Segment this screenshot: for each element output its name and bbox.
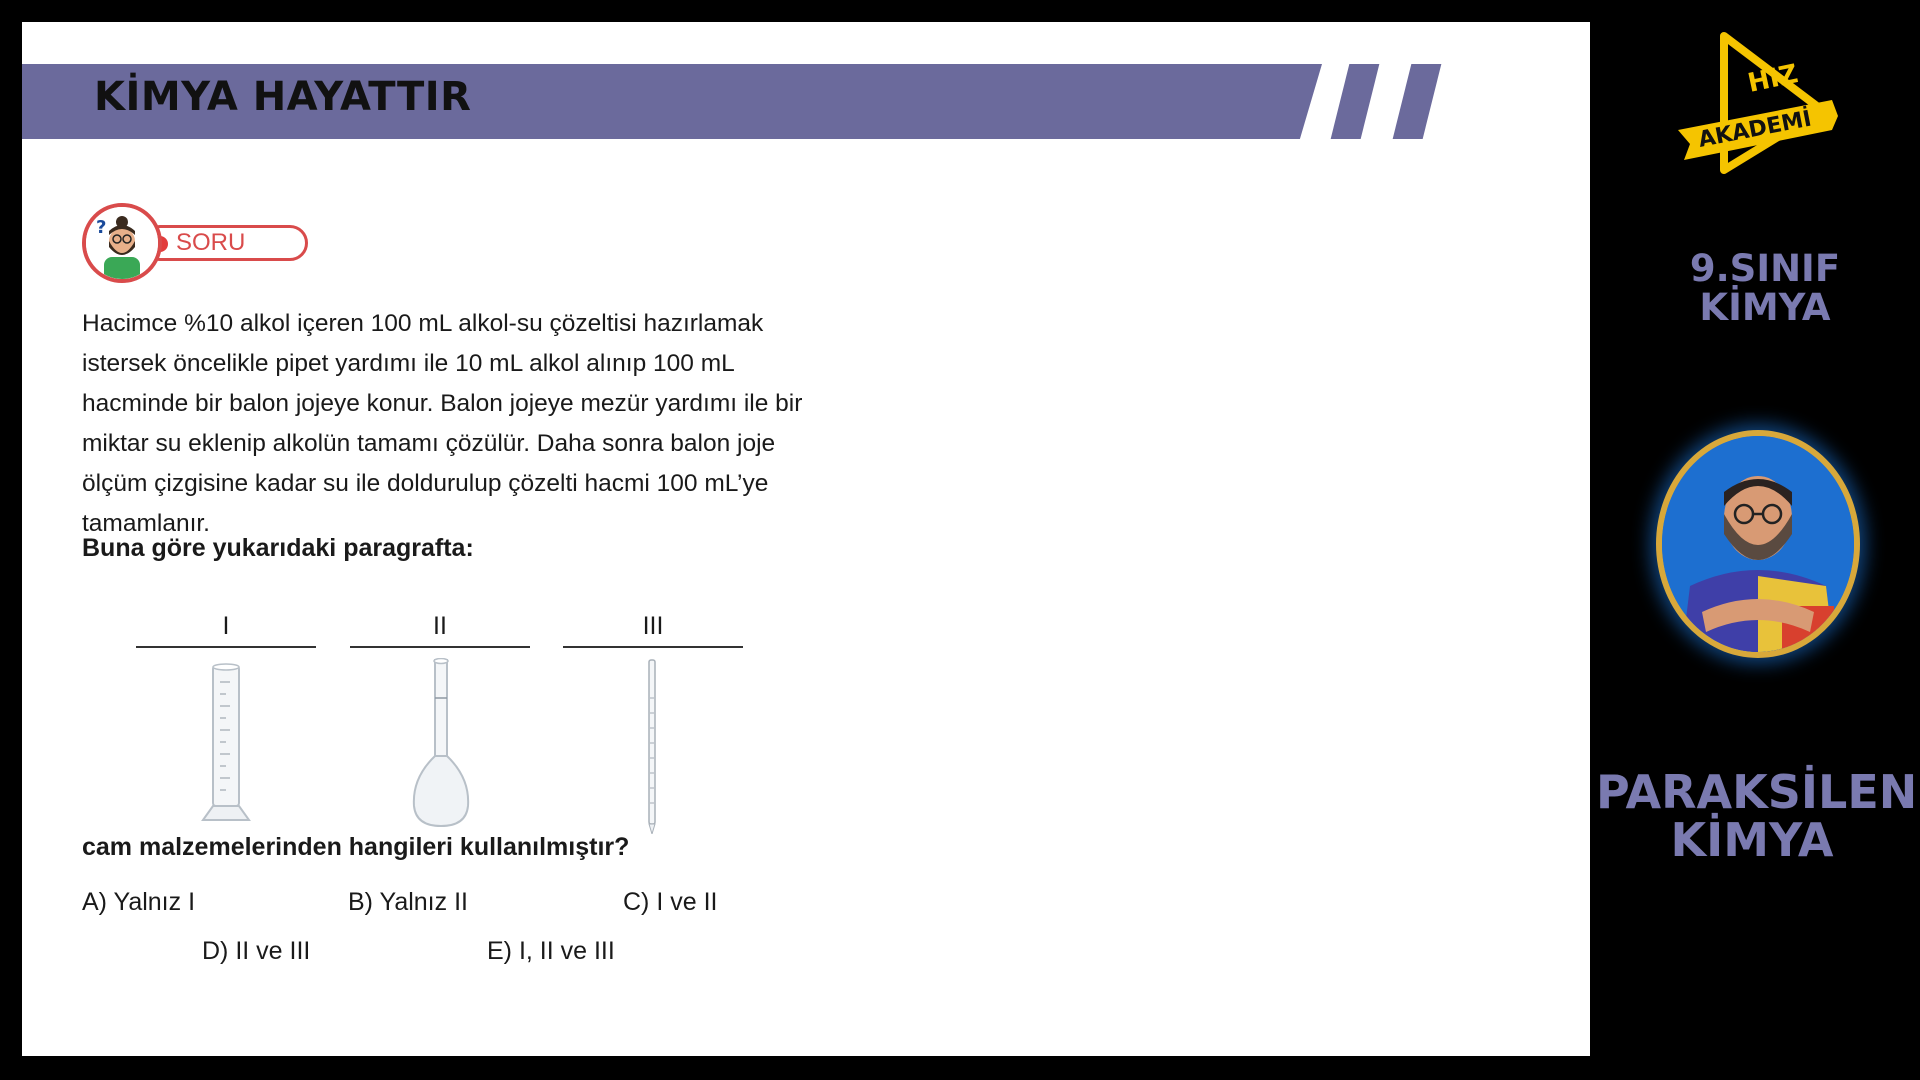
course-line: 9.SINIF [1689, 247, 1841, 290]
banner-stripe [1393, 64, 1442, 139]
teacher-portrait-icon [1656, 430, 1860, 658]
item-rule [563, 646, 743, 648]
option-d[interactable]: D) II ve III [202, 937, 311, 965]
course-label [1670, 247, 1860, 329]
paragraph-line: ölçüm çizgisine kadar su ile doldurulup çözelti hacmi 100 mL’ye [82, 470, 769, 497]
paragraph-line: miktar su eklenip alkolün tamamı çözülür. Daha sonra balon joje [82, 430, 776, 457]
teacher-line: PARAKSİLEN [1596, 765, 1918, 819]
teacher-line: KİMYA [1670, 813, 1834, 868]
option-a[interactable]: A) Yalnız I [82, 888, 196, 916]
slide [22, 22, 1590, 1056]
soru-badge [82, 203, 312, 285]
teacher-avatar-icon [82, 203, 162, 283]
pipette-icon [642, 658, 662, 834]
question-paragraph [82, 304, 882, 544]
item-numeral: II [433, 612, 447, 640]
item-rule [350, 646, 530, 648]
item-numeral: III [642, 612, 664, 640]
item-numeral: I [222, 612, 230, 640]
logo-line2: AKADEMİ [1696, 106, 1814, 153]
paragraph-line: istersek öncelikle pipet yardımı ile 10 mL alkol alınıp 100 mL [82, 350, 735, 377]
soru-label: SORU [176, 229, 246, 256]
svg-text:?: ? [96, 217, 107, 238]
logo-line1: HIZ [1745, 59, 1801, 99]
page-title: KİMYA HAYATTIR [94, 74, 472, 120]
graduated-cylinder-icon [198, 662, 254, 828]
paragraph-line: Hacimce %10 alkol içeren 100 mL alkol-su çözeltisi hazırlamak [82, 310, 764, 337]
hiz-akademi-logo [1672, 30, 1842, 180]
teacher-label [1596, 765, 1918, 868]
paragraph-line: hacminde bir balon jojeye konur. Balon jojeye mezür yardımı ile bir [82, 390, 803, 417]
course-line: KİMYA [1699, 285, 1831, 329]
volumetric-flask-icon [408, 658, 474, 830]
option-e[interactable]: E) I, II ve III [487, 937, 615, 965]
paragraph-line: tamamlanır. [82, 510, 210, 537]
option-b[interactable]: B) Yalnız II [348, 888, 468, 916]
question-prompt: Buna göre yukarıdaki paragrafta: [82, 534, 474, 562]
banner-stripe [1331, 64, 1380, 139]
question-text: cam malzemelerinden hangileri kullanılmıştır? [82, 833, 630, 861]
item-rule [136, 646, 316, 648]
option-c[interactable]: C) I ve II [623, 888, 718, 916]
